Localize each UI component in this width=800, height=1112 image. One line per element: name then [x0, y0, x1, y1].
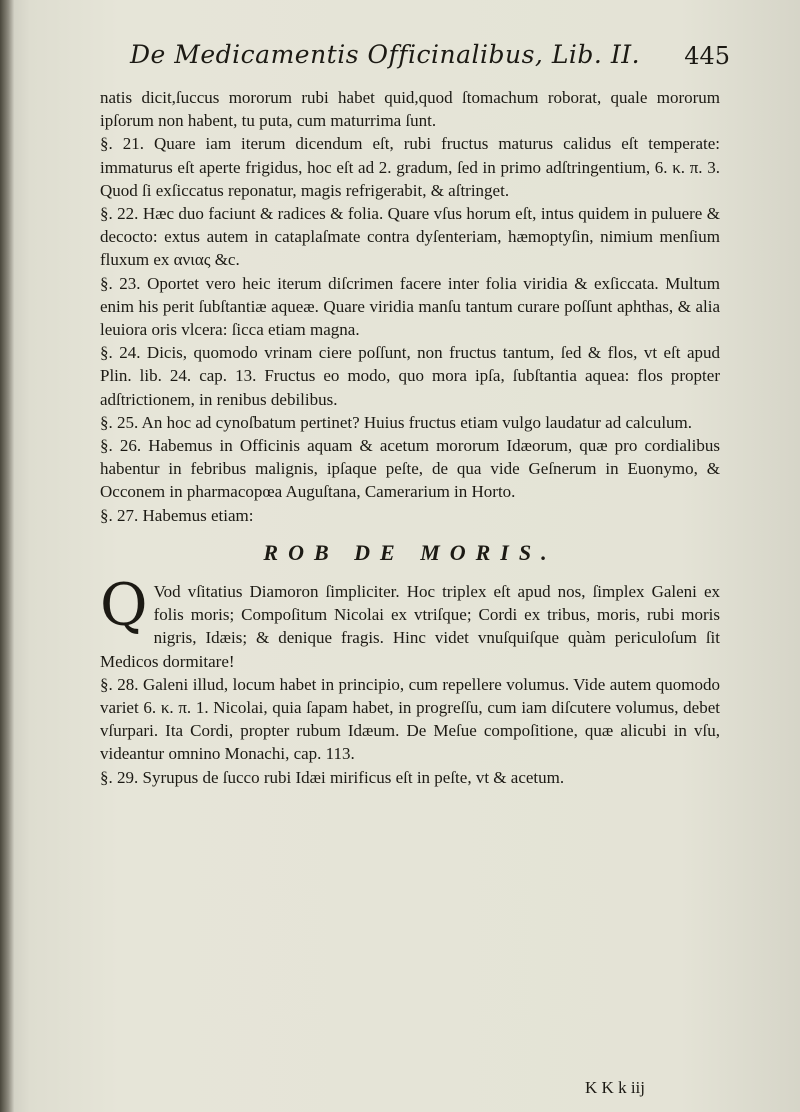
paragraph-23: §. 23. Oportet vero heic iterum diſcrimen facere inter folia viridia & exſiccata. Multum enim his perit ſubſtantiæ aqueæ. Quare viridia manſu tantum curare poſſunt aphthas, & alia leuiora oris vlcera: ſicca etiam magna. — [100, 273, 720, 340]
body-text — [100, 86, 720, 789]
paragraph-25: §. 25. An hoc ad cynoſbatum pertinet? Huius fructus etiam vulgo laudatur ad calculum. — [100, 412, 693, 432]
section-title: ROB DE MORIS. — [263, 539, 557, 565]
paragraph-29: §. 29. Syrupus de ſucco rubi Idæi mirificus eſt in peſte, vt & acetum. — [100, 767, 565, 787]
page-number: 445 — [684, 42, 730, 70]
paragraph-21: §. 21. Quare iam iterum dicendum eſt, rubi fructus maturus calidus eſt temperate: immaturus eſt aperte frigidus, hoc eſt ad 2. gradum, ſed in primo adſtringentium, 6. κ. π. 3. Quod ſi exſiccatus reponatur, magis refrigerabit, & aſtringet. — [100, 134, 720, 200]
signature-mark: K K k iij — [585, 1078, 645, 1097]
paragraph-22: §. 22. Hæc duo faciunt & radices & folia. Quare vſus horum eſt, intus quidem in puluere & decocto: extus autem in cataplaſmate contra dyſenteriam, hæmoptyſin, nimium menſium fluxum ex ανιας &c. — [100, 204, 720, 270]
binding-gutter — [0, 0, 14, 1112]
running-head: De Medicamentis Officinalibus, Lib. II. — [130, 40, 641, 69]
paragraph-28: §. 28. Galeni illud, locum habet in principio, cum repellere volumus. Vide autem quomodo variet 6. κ. π. 1. Nicolai, quia ſapam habet, in progreſſu, cum iam diſcutere volumus, debet vſurpari. Ita Cordi, propter rubum Idæum. De Meſue compoſitione, quæ alicubi in vſu, videantur omnino Monachi, cap. 113. — [100, 674, 720, 764]
rob-first-paragraph-text: Vod vſitatius Diamoron ſimpliciter. Hoc triplex eſt apud nos, ſimplex Galeni ex folis moris; Compoſitum Nicolai ex vtriſque; Cordi ex tribus, moris, rubi moris nigris, Idæis; & denique fragis. Hinc videt vnuſquiſque quàm periculoſum ſit Medicos dormitare! — [100, 582, 720, 671]
paragraph-26: §. 26. Habemus in Officinis aquam & acetum mororum Idæorum, quæ pro cordialibus habentur in febribus malignis, ipſaque peſte, de qua vide Geſnerum in Euonymo, & Occonem in pharmacopœa Auguſtana, Camerarium in Horto. — [100, 436, 720, 502]
page-header — [130, 40, 730, 80]
rob-first-paragraph — [100, 571, 720, 673]
paragraph-27: §. 27. Habemus etiam: — [100, 505, 254, 525]
paragraph-intro: natis dicit,ſuccus mororum rubi habet quid,quod ſtomachum roborat, quale mororum ipſorum non habent, tu puta, cum maturrima ſunt. — [100, 88, 720, 131]
paragraph-24: §. 24. Dicis, quomodo vrinam ciere poſſunt, non fructus tantum, ſed & flos, vt eſt apud Plin. lib. 24. cap. 13. Fructus eo modo, quo mora ipſa, ſubſtantia aquea: flos propter adſtrictionem, in renibus debilibus. — [100, 343, 720, 409]
drop-cap: Q — [100, 571, 148, 640]
